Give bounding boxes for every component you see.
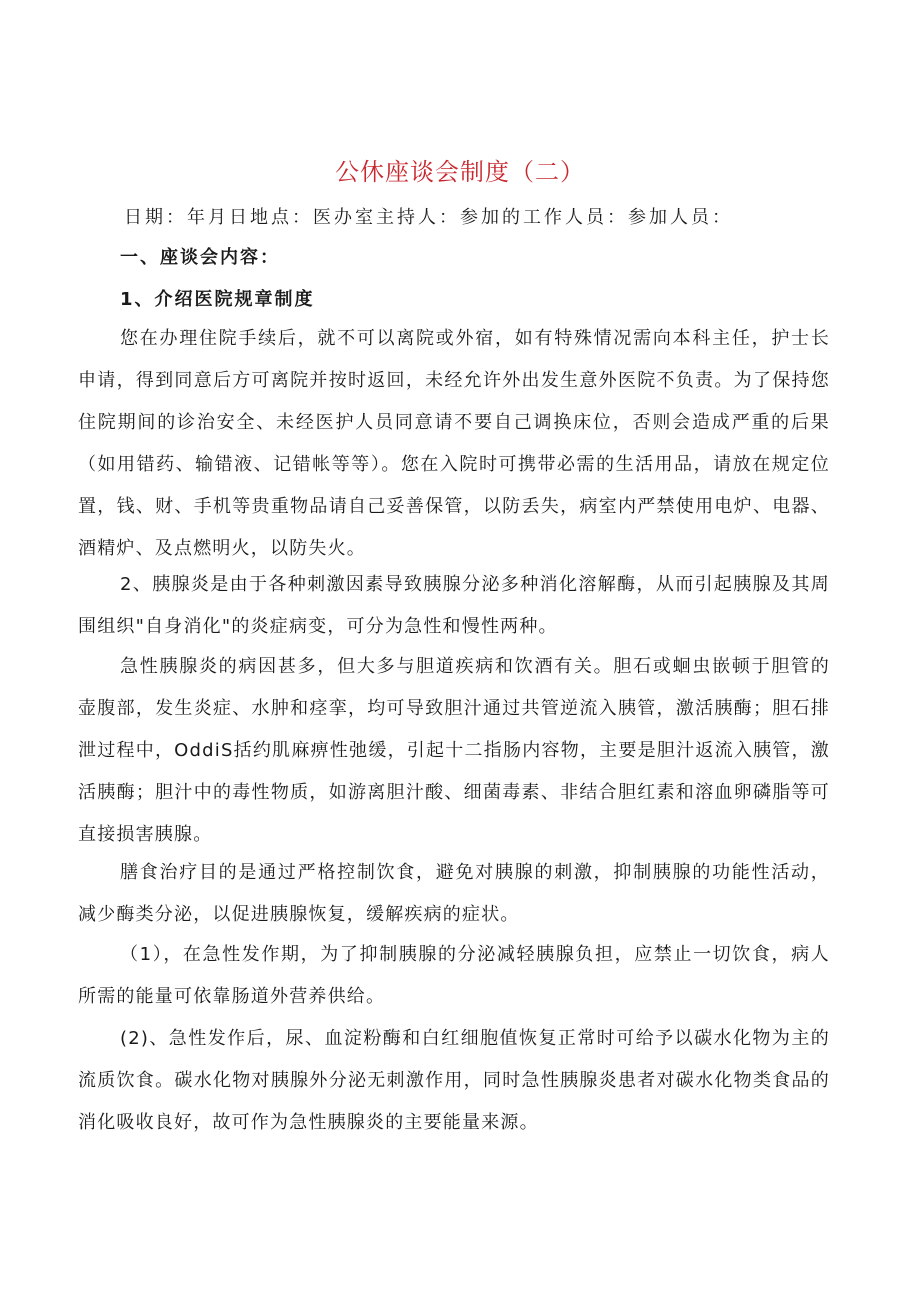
- paragraph-hospital-rules: 您在办理住院手续后，就不可以离院或外宿，如有特殊情况需向本科主任，护士长申请，得到同意后方可离院并按时返回，未经允许外出发生意外医院不负责。为了保持您住院期间的诊治安全、未经医护人员同意请不要自己调换床位，否则会造成严重的后果（如用错药、输错液、记错帐等等）。您在入院时可携带必需的生活用品，请放在规定位置，钱、财、手机等贵重物品请自己妥善保管，以防丢失，病室内严禁使用电炉、电器、酒精炉、及点燃明火，以防失火。: [78, 328, 830, 559]
- subsection-heading: 1、介绍医院规章制度: [120, 289, 315, 310]
- paragraph-acute-pancreatitis-causes: 急性胰腺炎的病因甚多，但大多与胆道疾病和饮酒有关。胆石或蛔虫嵌顿于胆管的壶腹部，发生炎症、水肿和痉挛，均可导致胆汁通过共管逆流入胰管，激活胰酶；胆石排泄过程中，OddiS括约肌麻痹性弛缓，引起十二指肠内容物，主要是胆汁返流入胰管，激活胰酶；胆汁中的毒性物质，如游离胆汁酸、细菌毒素、非结合胆红素和溶血卵磷脂等可直接损害胰腺。: [78, 656, 830, 845]
- meeting-meta-line: 日期：年月日地点：医办室主持人：参加的工作人员：参加人员：: [124, 207, 733, 228]
- paragraph-pancreatitis-definition: 2、胰腺炎是由于各种刺激因素导致胰腺分泌多种消化溶解酶，从而引起胰腺及其周围组织"自身消化"的炎症病变，可分为急性和慢性两种。: [78, 574, 830, 637]
- section-heading: 一、座谈会内容：: [120, 247, 280, 268]
- paragraph-acute-phase-fasting: （1），在急性发作期，为了抑制胰腺的分泌减轻胰腺负担，应禁止一切饮食，病人所需的能量可依靠肠道外营养供给。: [78, 944, 830, 1007]
- document-title: 公休座谈会制度（二）: [335, 158, 585, 186]
- paragraph-diet-therapy-goal: 膳食治疗目的是通过严格控制饮食，避免对胰腺的刺激，抑制胰腺的功能性活动，减少酶类分泌，以促进胰腺恢复，缓解疾病的症状。: [78, 862, 830, 925]
- paragraph-post-acute-diet: (2)、急性发作后，尿、血淀粉酶和白红细胞值恢复正常时可给予以碳水化物为主的流质饮食。碳水化物对胰腺外分泌无刺激作用，同时急性胰腺炎患者对碳水化物类食品的消化吸收良好，故可作为急性胰腺炎的主要能量来源。: [78, 1028, 830, 1133]
